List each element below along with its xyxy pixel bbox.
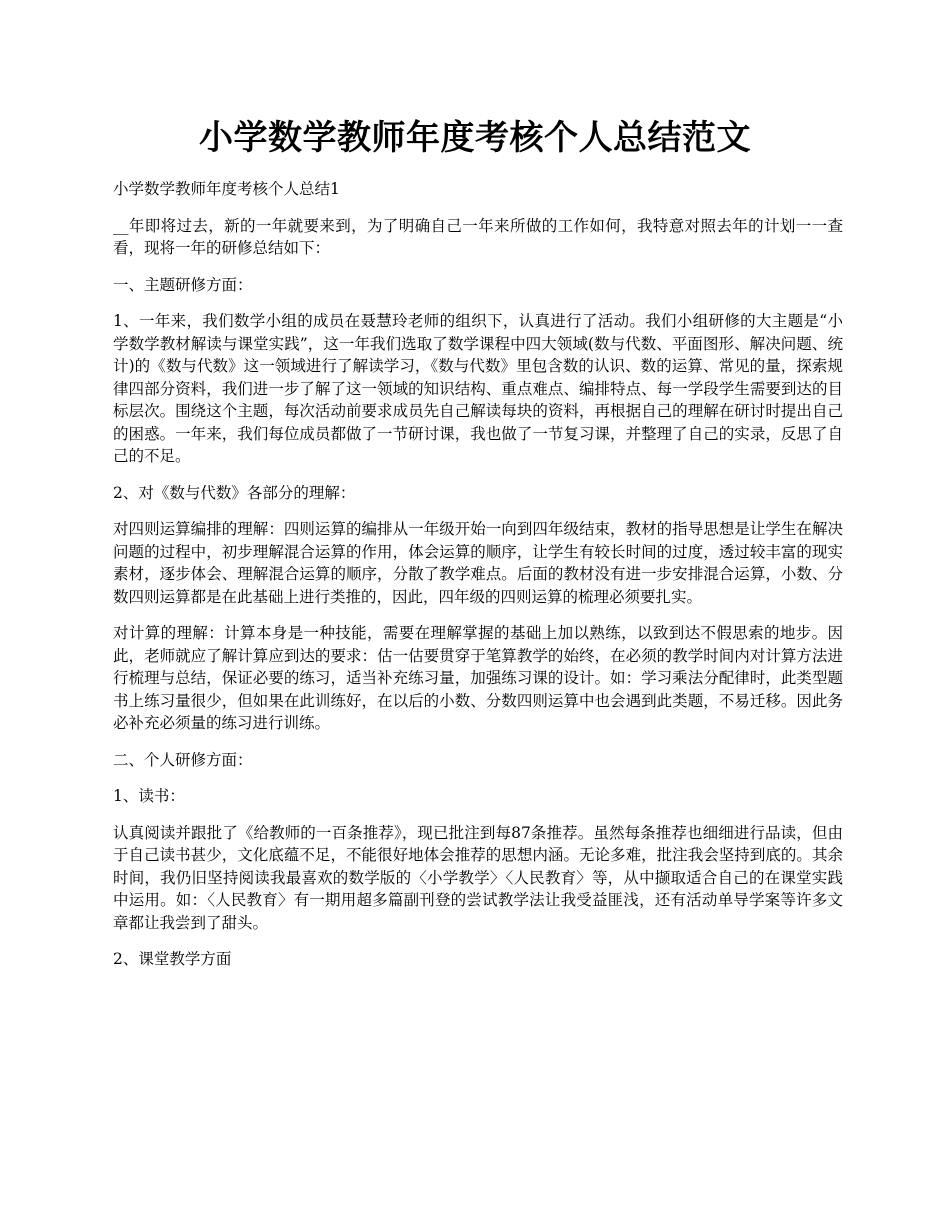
section-heading-theme: 一、主题研修方面： bbox=[113, 275, 253, 294]
subsection-heading-reading: 1、读书： bbox=[113, 787, 185, 805]
document-title: 小学数学教师年度考核个人总结范文 bbox=[199, 118, 751, 158]
calculation-paragraph: 对计算的理解：计算本身是一种技能，需要在理解掌握的基础上加以熟练，以致到达不假思索的地步。因此，老师就应了解计算应到达的要求：估一估要贯穿于笔算教学的始终，在必须的教学时间内对计算方法进行梳理与总结，保证必要的练习，适当补充练习量，加强练习课的设计。如：学习乘法分配律时，此类型题书上练习量很少，但如果在此训练好，在以后的小数、分数四则运算中也会遇到此类题，不易迁移。因此务必补充必须量的练习进行训练。 bbox=[113, 624, 843, 732]
arithmetic-paragraph: 对四则运算编排的理解：四则运算的编排从一年级开始一向到四年级结束，教材的指导思想是让学生在解决问题的过程中，初步理解混合运算的作用，体会运算的顺序，让学生有较长时间的过度，透过较丰富的现实素材，逐步体会、理解混合运算的顺序，分散了教学难点。后面的教材没有进一步安排混合运算，小数、分数四则运算都是在此基础上进行类推的，因此，四年级的四则运算的梳理必须要扎实。 bbox=[113, 520, 843, 606]
section-heading-personal: 二、个人研修方面： bbox=[113, 750, 253, 769]
subtitle-paragraph: 小学数学教师年度考核个人总结1 bbox=[113, 180, 340, 198]
theme-paragraph-1: 1、一年来，我们数学小组的成员在聂慧玲老师的组织下，认真进行了活动。我们小组研修的大主题是“小学数学教材解读与课堂实践”，这一年我们选取了数学课程中四大领域(数与代数、平面图形、解决问题、统计)的《数与代数》这一领域进行了解读学习，《数与代数》里包含数的认识、数的运算、常见的量，探索规律四部分资料，我们进一步了解了这一领域的知识结构、重点难点、编排特点、每一学段学生需要到达的目标层次。围绕这个主题，每次活动前要求成员先自己解读每块的资料，再根据自己的理解在研讨时提出自己的困惑。一年来，我们每位成员都做了一节研讨课，我也做了一节复习课，并整理了自己的实录，反思了自己的不足。 bbox=[113, 312, 843, 465]
subsection-heading-teaching: 2、课堂教学方面 bbox=[113, 950, 232, 968]
intro-paragraph: __年即将过去，新的一年就要来到，为了明确自己一年来所做的工作如何，我特意对照去年的计划一一查看，现将一年的研修总结如下： bbox=[113, 216, 843, 257]
subsection-heading-understanding: 2、对《数与代数》各部分的理解： bbox=[113, 483, 356, 502]
document-body bbox=[113, 178, 843, 985]
reading-paragraph: 认真阅读并跟批了《给教师的一百条推荐》，现已批注到每87条推荐。虽然每条推荐也细细进行品读，但由于自己读书甚少，文化底蕴不足，不能很好地体会推荐的思想内涵。无论多难，批注我会坚持到底的。其余时间，我仍旧坚持阅读我最喜欢的数学版的〈小学教学〉〈人民教育〉等，从中撷取适合自己的在课堂实践中运用。如：〈人民教育〉有一期用超多篇副刊登的尝试教学法让我受益匪浅，还有活动单导学案等许多文章都让我尝到了甜头。 bbox=[113, 823, 843, 932]
